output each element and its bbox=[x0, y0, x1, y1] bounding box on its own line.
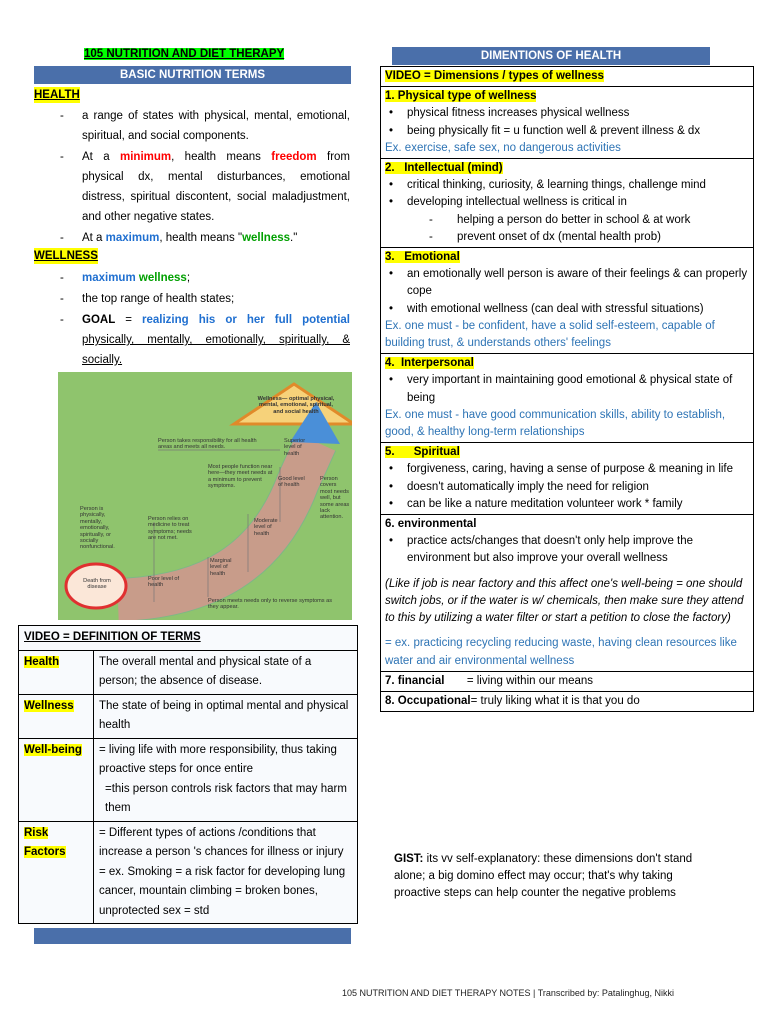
financial-wellness-cell: 7. financial = living within our means bbox=[381, 672, 753, 692]
wellness-bullet-1: maximum wellness; bbox=[82, 272, 191, 284]
dimensions-video-row: VIDEO = Dimensions / types of wellness bbox=[381, 67, 753, 87]
spiritual-heading: Spiritual bbox=[413, 446, 460, 459]
term-health: Health bbox=[24, 655, 60, 668]
list-item: • very important in maintaining good emotional & physical state of being bbox=[407, 372, 749, 406]
physical-example: Ex. exercise, safe sex, no dangerous activities bbox=[385, 141, 621, 154]
health-bullets: - a range of states with physical, mental, emotional, spiritual, and social components. - At a minimum, health means freedom from physical dx, mental disturbances, emotional distress, spiritual discontent, social maladjustment, and other negative states. - At a maximum, health means "wellness." bbox=[0, 106, 360, 256]
fig-good-label: Good level of health bbox=[278, 476, 305, 489]
gist-text: GIST: its vv self-explanatory: these dimensions don't stand alone; a big domino effect may occur; that's why taking proactive steps can help counter the negative problems bbox=[394, 853, 693, 899]
emotional-wellness-cell: 3. Emotional • an emotionally well person is aware of their feelings & can properly cope • with emotional wellness (can deal with stressful situations) Ex. one must - be confident, have a solid self-esteem, capable of building trust, & understands others' feelings bbox=[381, 248, 753, 354]
intellectual-heading: Intellectual (mind) bbox=[404, 162, 503, 175]
physical-heading: 1. Physical type of wellness bbox=[385, 90, 537, 103]
table-row bbox=[19, 821, 358, 924]
fig-note-4: Person is physically, mentally, emotionally, spiritually, or socially nonfunctional. bbox=[80, 506, 115, 551]
course-title: 105 NUTRITION AND DIET THERAPY bbox=[84, 48, 285, 60]
list-item: • critical thinking, curiosity, & learning things, challenge mind bbox=[407, 177, 749, 194]
wellness-heading: WELLNESS bbox=[34, 250, 98, 262]
fig-note-1: Person takes responsibility for all health areas and meets all needs. bbox=[158, 438, 257, 451]
list-item: - helping a person do better in school & at work bbox=[385, 212, 749, 229]
fig-moderate-label: Moderate level of health bbox=[254, 518, 278, 537]
list-item: • with emotional wellness (can deal with stressful situations) bbox=[407, 301, 749, 318]
health-heading: HEALTH bbox=[34, 89, 80, 101]
term-wellness: Wellness bbox=[24, 699, 74, 712]
list-item: • an emotionally well person is aware of their feelings & can properly cope bbox=[407, 266, 749, 300]
fig-wellness-label: Wellness— optimal physical, mental, emotional, spiritual, and social health bbox=[257, 396, 335, 415]
fig-marginal-label: Marginal level of health bbox=[210, 558, 232, 577]
emotional-example: Ex. one must - be confident, have a solid self-esteem, capable of building trust, & understands others' feelings bbox=[385, 319, 715, 350]
def-well-being: = living life with more responsibility, thus taking proactive steps for once entire =this person controls risk factors that may harm them bbox=[94, 738, 358, 821]
dimensions-table bbox=[380, 66, 754, 712]
list-item: • developing intellectual wellness is critical in bbox=[407, 194, 749, 211]
wellness-continuum-figure bbox=[58, 372, 352, 620]
fig-note-3: Person covers most needs well, but some areas lack attention. bbox=[320, 476, 350, 521]
fig-superior-label: Superior level of health bbox=[284, 438, 306, 457]
list-item: • practice acts/changes that doesn't only help improve the environment but also improve your overall wellness bbox=[407, 533, 749, 567]
fig-note-5: Person relies on medicine to treat symptoms; needs are not met. bbox=[148, 516, 192, 542]
financial-heading: 7. financial bbox=[385, 674, 445, 687]
basic-nutrition-terms-bar: BASIC NUTRITION TERMS bbox=[34, 66, 351, 84]
table-row bbox=[19, 738, 358, 821]
intellectual-wellness-cell: 2. Intellectual (mind) • critical thinking, curiosity, & learning things, challenge mind • developing intellectual wellness is critical in - helping a person do better in school & at work - prevent onset of dx (mental health prob) bbox=[381, 159, 753, 248]
wellness-bullet-2: the top range of health states; bbox=[82, 293, 235, 305]
health-bullet-2: At a minimum, health means freedom from physical dx, mental disturbances, emotional distress, spiritual discontent, social maladjustment, and other negative states. bbox=[82, 151, 351, 223]
occupational-heading: 8. Occupational bbox=[385, 694, 471, 707]
fig-poor-label: Poor level of health bbox=[148, 576, 180, 589]
wellness-bullets: - maximum wellness; - the top range of health states; - GOAL = realizing his or her full potential physically, mentally, emotionally, spiritually, & socially. bbox=[0, 268, 360, 372]
emotional-heading: Emotional bbox=[404, 251, 460, 264]
table-row bbox=[19, 694, 358, 738]
def-risk-factors: = Different types of actions /conditions that increase a person 's chances for illness or injury = ex. Smoking = a risk factor for developing lung cancer, mountain climbing = broken bones, unprotected sex = std bbox=[94, 821, 358, 924]
environmental-note: (Like if job is near factory and this affect one's well-being = one should switch jobs, or if the water is w/ chemicals, then make sure they attend to this by utilizing a water filter or start a petition to close the factory) bbox=[385, 577, 744, 625]
fig-note-2: Most people function near here—they meet needs at a minimum to prevent symptoms. bbox=[208, 464, 273, 490]
def-wellness: The state of being in optimal mental and physical health bbox=[94, 694, 358, 738]
page-footer: 105 NUTRITION AND DIET THERAPY NOTES | Transcribed by: Patalinghug, Nikki bbox=[342, 988, 674, 998]
list-item: - prevent onset of dx (mental health prob) bbox=[385, 229, 749, 246]
list-item: • doesn't automatically imply the need for religion bbox=[407, 479, 749, 496]
environmental-wellness-cell bbox=[381, 515, 753, 672]
list-item: • can be like a nature meditation volunteer work * family bbox=[407, 496, 749, 513]
dimensions-of-health-bar: DIMENTIONS OF HEALTH bbox=[392, 47, 710, 65]
term-well-being: Well-being bbox=[24, 743, 82, 756]
definition-table-header: VIDEO = DEFINITION OF TERMS bbox=[19, 626, 358, 651]
left-bottom-bar bbox=[34, 928, 351, 944]
interpersonal-wellness-cell: 4. Interpersonal • very important in maintaining good emotional & physical state of being Ex. one must - have good communication skills, ability to establish, good, & healthy long-term relationships bbox=[381, 354, 753, 443]
list-item: • physical fitness increases physical wellness bbox=[407, 105, 749, 122]
physical-wellness-cell bbox=[381, 87, 753, 159]
fig-death-label: Death from disease bbox=[83, 578, 111, 591]
environmental-example: = ex. practicing recycling reducing waste, having clean resources like water and air environmental wellness bbox=[385, 637, 737, 667]
fig-note-6: Person meets needs only to reverse symptoms as they appear. bbox=[208, 598, 333, 611]
interpersonal-heading: Interpersonal bbox=[400, 357, 474, 370]
def-health: The overall mental and physical state of a person; the absence of disease. bbox=[94, 650, 358, 694]
occupational-wellness-cell: 8. Occupational= truly liking what it is that you do bbox=[385, 694, 640, 707]
environmental-heading: 6. environmental bbox=[385, 518, 477, 531]
wellness-bullet-3: GOAL = realizing his or her full potential physically, mentally, emotionally, spiritually, & socially. bbox=[82, 314, 350, 366]
health-bullet-1: a range of states with physical, mental, emotional, spiritual, and social components. bbox=[82, 110, 350, 142]
list-item: • forgiveness, caring, having a sense of purpose & meaning in life bbox=[407, 461, 749, 478]
list-item: • being physically fit = u function well & prevent illness & dx bbox=[407, 123, 749, 140]
table-row bbox=[19, 650, 358, 694]
term-risk-factors: Risk Factors bbox=[24, 826, 66, 858]
interpersonal-example: Ex. one must - have good communication skills, ability to establish, good, & healthy long-term relationships bbox=[385, 408, 726, 439]
health-bullet-3: At a maximum, health means "wellness." bbox=[82, 232, 298, 244]
spiritual-wellness-cell: 5. Spiritual • forgiveness, caring, having a sense of purpose & meaning in life • doesn't automatically imply the need for religion • can be like a nature meditation volunteer work * family bbox=[381, 443, 753, 515]
definition-of-terms-table bbox=[18, 625, 358, 924]
